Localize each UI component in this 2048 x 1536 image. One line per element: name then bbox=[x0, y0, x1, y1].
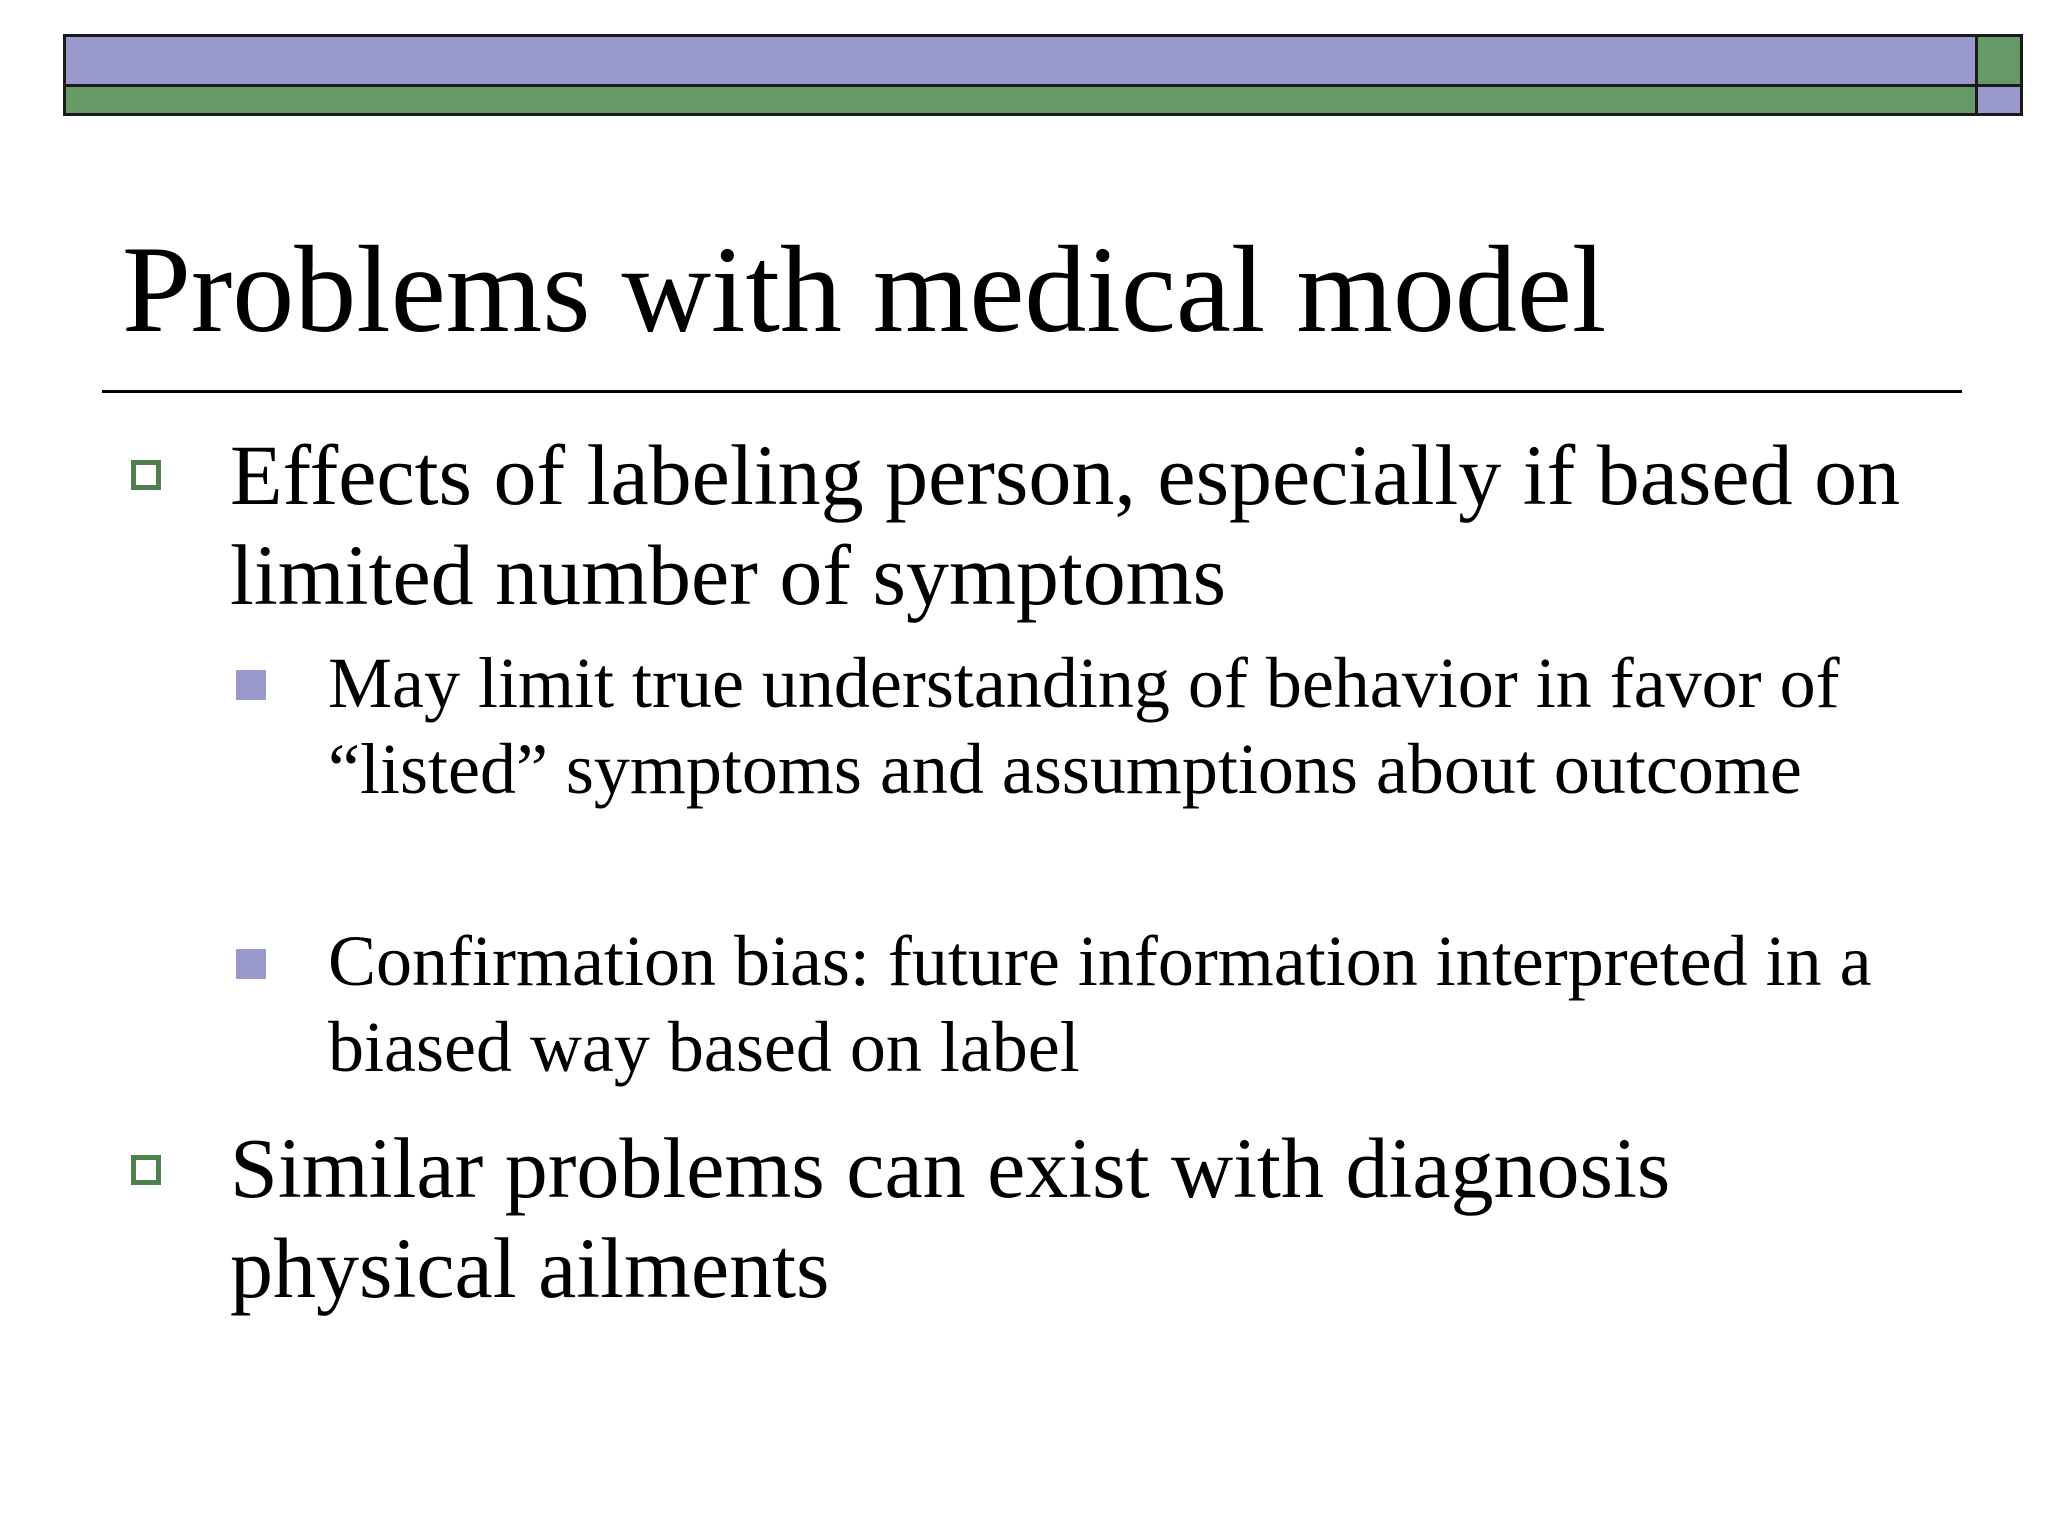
hollow-square-icon bbox=[131, 1155, 161, 1185]
slide-title: Problems with medical model bbox=[122, 221, 1607, 358]
sub-bullet-item: Confirmation bias: future information interpreted in a biased way based on label bbox=[328, 921, 1872, 1087]
bullet-item: Effects of labeling person, especially if based on limited number of symptoms bbox=[230, 427, 1901, 623]
hollow-square-icon bbox=[131, 460, 161, 490]
solid-square-icon bbox=[236, 670, 266, 700]
solid-square-icon bbox=[236, 949, 266, 979]
bullet-item: Similar problems can exist with diagnosis physical ailments bbox=[230, 1120, 1671, 1316]
sub-bullet-item: May limit true understanding of behavior in favor of “listed” symptoms and assumptions about outcome bbox=[328, 643, 1840, 809]
